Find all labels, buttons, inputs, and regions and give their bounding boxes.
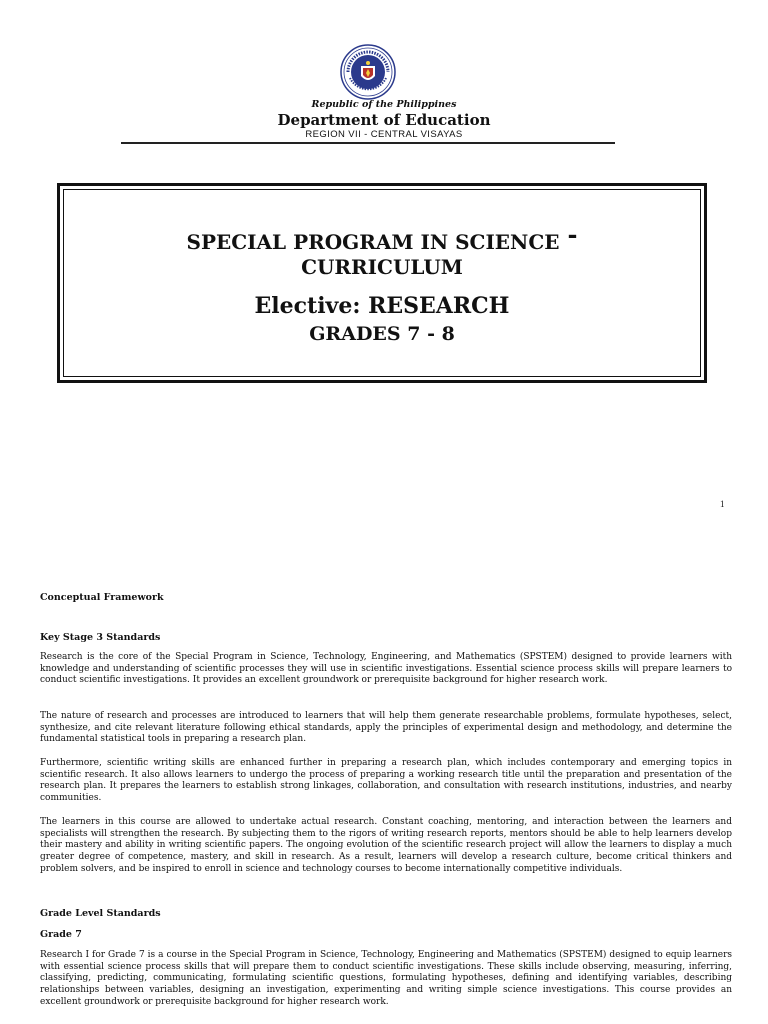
title-program: SPECIAL PROGRAM IN SCIENCE bbox=[186, 230, 560, 254]
key-stage-heading: Key Stage 3 Standards bbox=[40, 632, 161, 643]
paragraph-4: The learners in this course are allowed to undertake actual research. Constant coaching, mentoring, and interaction between the learners and specialists will strengthen the research. By subjecting them to the rigors of writing research reports, mentors should be able to help learners develop their mastery and ability in writing scientific papers. The ongoing evolution of the scientific research project will allow the learners to display a much greater degree of competence, mastery, and skill in research. As a result, learners will develop a research culture, become critical thinkers and problem solvers, and be inspired to enroll in science and technology courses to become internationally competitive individuals. bbox=[40, 817, 732, 874]
republic-label: Republic of the Philippines bbox=[311, 99, 457, 110]
paragraph-2: The nature of research and processes are introduced to learners that will help them generate researchable problems, formulate hypotheses, select, synthesize, and cite relevant literature following ethical standards, apply the principles of experimental design and methodology, and determine the fundamental statistical tools in preparing a research plan. bbox=[40, 711, 732, 745]
paragraph-3: Furthermore, scientific writing skills are enhanced further in preparing a research plan, which includes contemporary and emerging topics in scientific research. It also allows learners to undergo the process of preparing a working research title until the preparation and presentation of the research plan. It prepares the learners to establish strong linkages, collaboration, and consultation with research institutions, industries, and nearby communities. bbox=[40, 758, 732, 804]
header-divider bbox=[121, 142, 615, 144]
deped-seal-logo bbox=[340, 44, 396, 100]
conceptual-framework-heading: Conceptual Framework bbox=[40, 592, 164, 603]
title-line-2: CURRICULUM bbox=[301, 255, 463, 279]
grade-level-heading: Grade Level Standards bbox=[40, 908, 161, 919]
region-label: REGION VII - CENTRAL VISAYAS bbox=[305, 129, 463, 140]
page-number: 1 bbox=[720, 499, 725, 509]
title-box-inner-border bbox=[63, 189, 701, 377]
paragraph-5: Research I for Grade 7 is a course in the Special Program in Science, Technology, Engineering and Mathematics (SPSTEM) designed to equip learners with essential science process skills that will prepare them to conduct scientific investigations. These skills include observing, measuring, inferring, classifying, predicting, communicating, formulating scientific questions, formulating hypotheses, defining and identifying variables, describing relationships between variables, designing an investigation, experimenting and writing simple science investigations. This course provides an excellent groundwork or prerequisite background for higher research work. bbox=[40, 950, 732, 1007]
title-elective: Elective: RESEARCH bbox=[254, 293, 510, 319]
grade-7-heading: Grade 7 bbox=[40, 929, 82, 940]
title-line-1 bbox=[64, 220, 700, 255]
title-dash: - bbox=[567, 220, 578, 249]
department-label: Department of Education bbox=[277, 111, 491, 129]
title-box bbox=[57, 183, 707, 383]
title-grades: GRADES 7 - 8 bbox=[309, 323, 455, 345]
paragraph-1: Research is the core of the Special Program in Science, Technology, Engineering, and Mathematics (SPSTEM) designed to provide learners with knowledge and understanding of scientific processes they will use in scientific investigations. Essential science process skills will prepare learners to conduct scientific investigations. It provides an excellent groundwork or prerequisite background for higher research work. bbox=[40, 652, 732, 686]
